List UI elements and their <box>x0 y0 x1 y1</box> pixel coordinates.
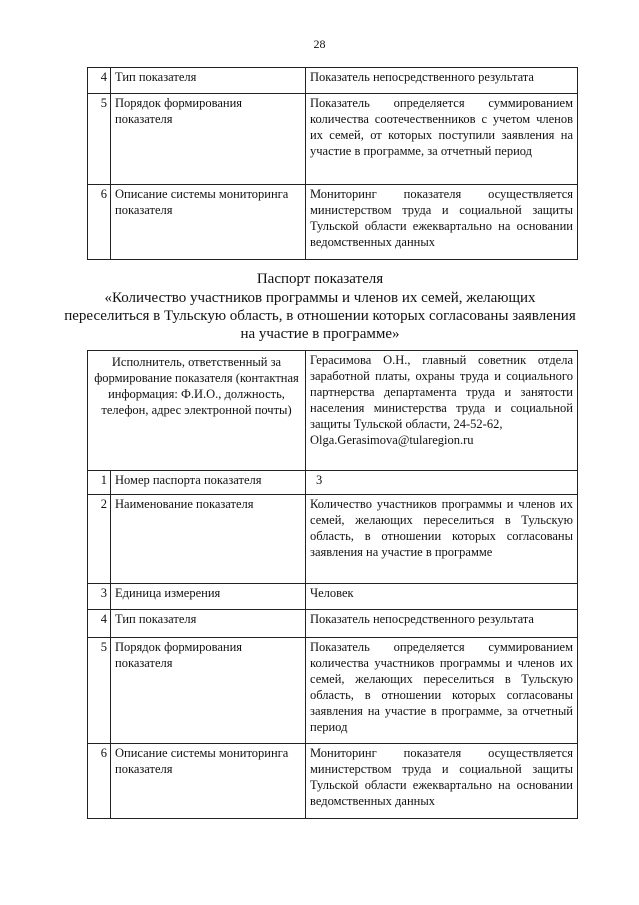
row-value: Человек <box>306 584 578 610</box>
row-label: Описание системы мониторинга показателя <box>111 744 306 819</box>
row-label: Тип показателя <box>111 610 306 638</box>
row-label: Единица измерения <box>111 584 306 610</box>
row-value: Показатель непосредственного результата <box>306 610 578 638</box>
row-label: Номер паспорта показателя <box>111 471 306 495</box>
row-number: 4 <box>88 68 111 94</box>
table-row <box>88 495 578 584</box>
executor-label: Исполнитель, ответственный за формирование показателя (контактная информация: Ф.И.О., должность, телефон, адрес электронной почты) <box>88 351 306 471</box>
row-label: Тип показателя <box>111 68 306 94</box>
row-number: 6 <box>88 744 111 819</box>
row-number: 4 <box>88 610 111 638</box>
row-label: Порядок формирования показателя <box>111 638 306 744</box>
passport-title: Паспорт показателя <box>256 271 384 287</box>
passport-table <box>87 350 578 819</box>
row-value: 3 <box>306 471 578 495</box>
row-label: Наименование показателя <box>111 495 306 584</box>
row-number: 5 <box>88 638 111 744</box>
table-row <box>88 68 578 94</box>
row-number: 1 <box>88 471 111 495</box>
row-value: Мониторинг показателя осуществляется министерством труда и социальной защиты Тульской области ежеквартально на основании ведомственных данных <box>306 744 578 819</box>
row-value: Мониторинг показателя осуществляется министерством труда и социальной защиты Тульской области ежеквартально на основании ведомственных данных <box>306 185 578 260</box>
table-row <box>88 638 578 744</box>
row-value: Показатель непосредственного результата <box>306 68 578 94</box>
executor-row <box>88 351 578 471</box>
row-label: Описание системы мониторинга показателя <box>111 185 306 260</box>
row-number: 5 <box>88 94 111 185</box>
row-number: 3 <box>88 584 111 610</box>
row-value: Количество участников программы и членов их семей, желающих переселиться в Тульскую область, в отношении которых согласованы заявления на участие в программе <box>306 495 578 584</box>
table-row <box>88 744 578 819</box>
row-number: 6 <box>88 185 111 260</box>
row-value: Показатель определяется суммированием количества участников программы и членов их семей, желающих переселиться в Тульскую область, в отношении которых согласованы заявления на участие в программе, за отчетный период <box>306 638 578 744</box>
executor-value <box>306 351 578 471</box>
row-label: Порядок формирования показателя <box>111 94 306 185</box>
page-number: 28 <box>313 37 326 51</box>
row-value: Показатель определяется суммированием количества соотечественников с учетом членов их семей, от которых поступили заявления на участие в программе, за отчетный период <box>306 94 578 185</box>
indicator-table-continued <box>87 67 578 260</box>
table-row <box>88 610 578 638</box>
table-row <box>88 584 578 610</box>
table-row <box>88 471 578 495</box>
table-row <box>88 94 578 185</box>
executor-details: Герасимова О.Н., главный советник отдела заработной платы, охраны труда и социального партнерства департамента труда и занятости населения министерства труда и социальной защиты Тульской области, 24-52-62, <box>310 353 573 431</box>
table-row <box>88 185 578 260</box>
row-number: 2 <box>88 495 111 584</box>
executor-email: Olga.Gerasimova@tularegion.ru <box>310 433 474 447</box>
passport-subtitle: «Количество участников программы и членов их семей, желающих переселиться в Тульскую область, в отношении которых согласованы заявления на участие в программе» <box>64 290 576 342</box>
